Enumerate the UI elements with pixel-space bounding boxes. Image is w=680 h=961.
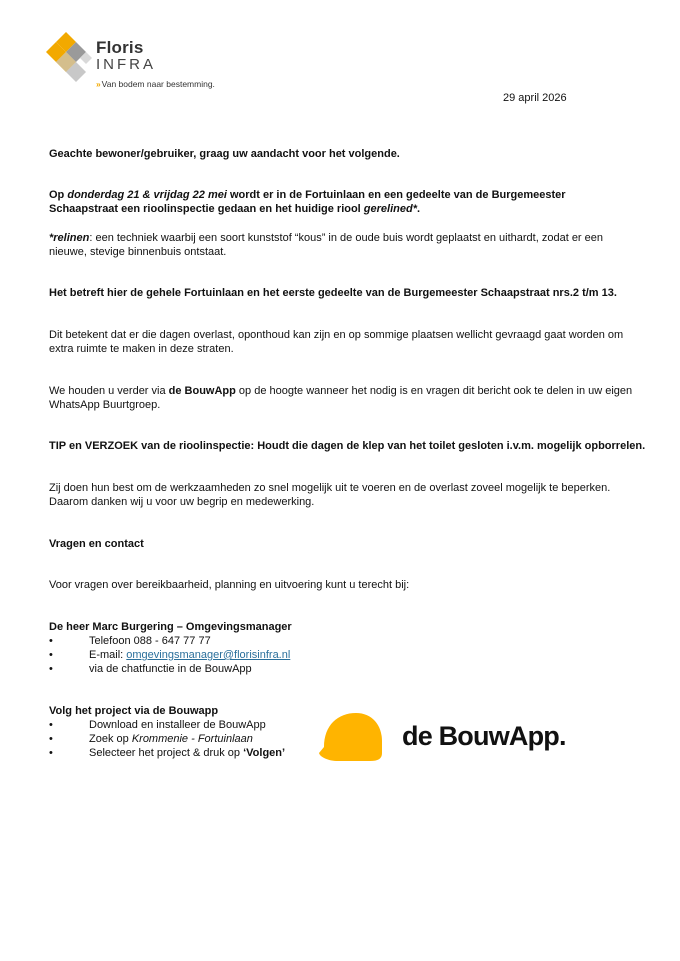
app-step-2-project: Krommenie - Fortuinlaan xyxy=(131,733,253,745)
contact-phone-item xyxy=(49,634,211,648)
bullet: • xyxy=(49,663,53,675)
inform-paragraph xyxy=(49,384,634,412)
bullet: • xyxy=(49,733,53,745)
contact-chat-item xyxy=(49,662,252,676)
contact-email-link[interactable]: omgevingsmanager@florisinfra.nl xyxy=(126,649,291,661)
letter-date: 29 april 2026 xyxy=(503,92,567,104)
app-heading: Volg het project via de Bouwapp xyxy=(49,705,219,717)
logo-sub: INFRA xyxy=(96,56,156,73)
contact-name: De heer Marc Burgering – Omgevingsmanager xyxy=(49,621,292,633)
definition-paragraph xyxy=(49,231,634,259)
app-step-2 xyxy=(49,732,253,746)
contact-email-label: E-mail: xyxy=(89,649,127,661)
contact-intro: Voor vragen over bereikbaarheid, planning en uitvoering kunt u terecht bij: xyxy=(49,579,410,591)
logo-tagline-text: Van bodem naar bestemming. xyxy=(101,79,215,89)
app-step-2-prefix: Zoek op xyxy=(89,733,132,745)
bullet: • xyxy=(49,747,53,759)
scope-paragraph: Het betreft hier de gehele Fortuinlaan en het eerste gedeelte van de Burgemeester Schaapstraat nrs.2 t/m 13. xyxy=(49,287,617,299)
thanks-paragraph: Zij doen hun best om de werkzaamheden zo snel mogelijk uit te voeren en de overlast zoveel mogelijk te beperken. Daarom danken wij u voor uw begrip en medewerking. xyxy=(49,482,611,508)
bouwapp-helmet-icon xyxy=(318,711,386,763)
greeting: Geachte bewoner/gebruiker, graag uw aandacht voor het volgende. xyxy=(49,148,400,160)
intro-text-3: . xyxy=(416,203,421,215)
double-chevron-icon: ›› xyxy=(96,79,100,89)
app-step-3-action: ‘Volgen’ xyxy=(243,747,286,759)
logo-name: Floris xyxy=(96,38,144,57)
intro-term: gerelined* xyxy=(363,203,417,215)
contact-heading: Vragen en contact xyxy=(49,538,144,550)
app-step-3-prefix: Selecteer het project & druk op xyxy=(89,747,244,759)
intro-dates: donderdag 21 & vrijdag 22 mei xyxy=(67,189,227,201)
contact-chat: via de chatfunctie in de BouwApp xyxy=(89,663,252,675)
bouwapp-logo-text: de BouwApp. xyxy=(402,721,566,751)
contact-email-item xyxy=(49,648,290,662)
logo-tagline xyxy=(96,79,215,89)
intro-paragraph xyxy=(49,188,634,216)
floris-diamond-icon xyxy=(46,30,92,82)
inform-text-2: op de hoogte wanneer het nodig is en vragen dit bericht ook te delen in uw eigen WhatsApp Buurtgroep. xyxy=(49,385,633,411)
app-step-3 xyxy=(49,746,285,760)
bullet: • xyxy=(49,635,53,647)
intro-text-2: wordt er in de Fortuinlaan en een gedeelte van de Burgemeester Schaapstraat een rioolinspectie gedaan en het huidige riool xyxy=(49,189,566,215)
intro-text-1: Op xyxy=(49,189,68,201)
app-step-1 xyxy=(49,718,266,732)
bullet: • xyxy=(49,649,53,661)
app-step-1-text: Download en installeer de BouwApp xyxy=(89,719,266,731)
tip-paragraph: TIP en VERZOEK van de rioolinspectie: Houdt die dagen de klep van het toilet gesloten i.v.m. mogelijk opborrelen. xyxy=(49,440,646,452)
inform-app-name: de BouwApp xyxy=(168,385,236,397)
inform-text-1: We houden u verder via xyxy=(49,385,169,397)
definition-term: *relinen xyxy=(49,232,90,244)
floris-infra-logo xyxy=(46,30,246,92)
contact-phone: Telefoon 088 - 647 77 77 xyxy=(89,635,211,647)
bullet: • xyxy=(49,719,53,731)
definition-text: : een techniek waarbij een soort kunststof “kous” in de oude buis wordt geplaatst en uithardt, zodat er een nieuwe, stevige binnenbuis ontstaat. xyxy=(49,232,604,258)
impact-paragraph: Dit betekent dat er die dagen overlast, oponthoud kan zijn en op sommige plaatsen wellicht gevraagd gaat worden om extra ruimte te maken in deze straten. xyxy=(49,329,624,355)
